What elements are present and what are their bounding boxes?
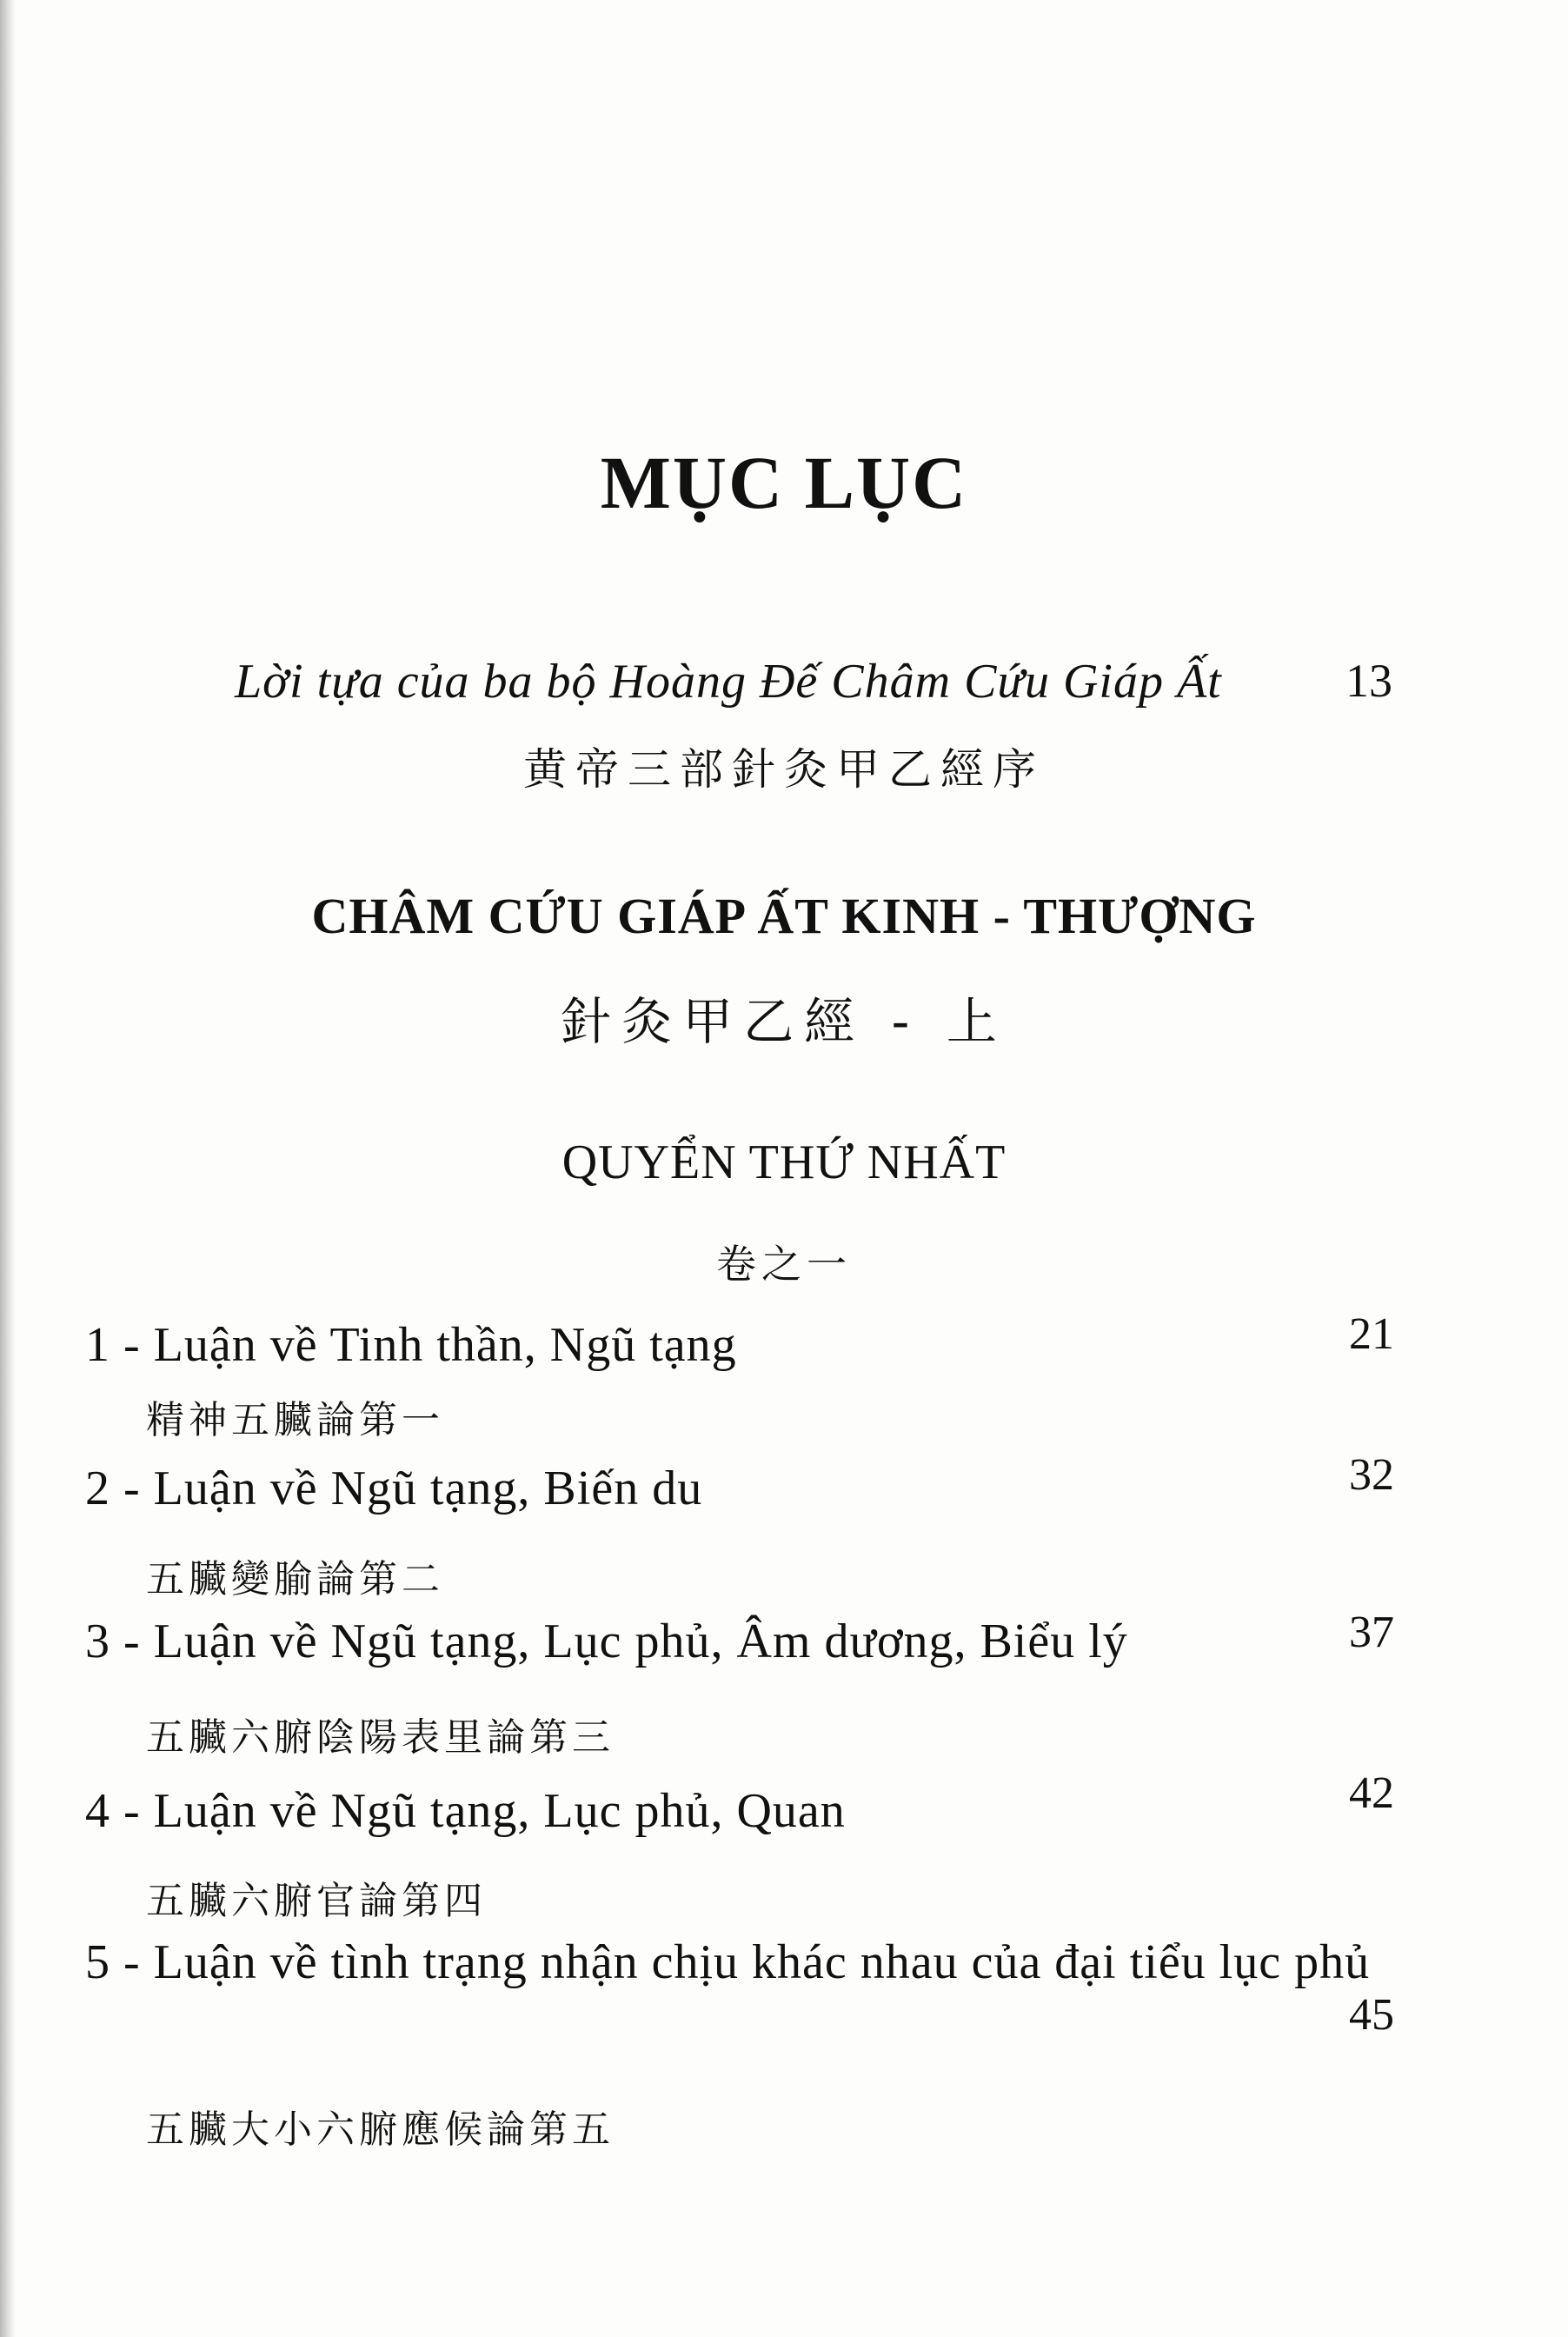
toc-entry-2-text: 2 - Luận về Ngũ tạng, Biến du (85, 1461, 703, 1515)
volume-title: QUYỂN THỨ NHẤT (561, 1135, 1007, 1189)
toc-entry-3-text: 3 - Luận về Ngũ tạng, Lục phủ, Âm dương, Biểu lý (85, 1615, 1128, 1668)
section-chinese-title: 針灸甲乙經 - 上 (561, 992, 1007, 1051)
volume-chinese-title: 卷之一 (716, 1241, 852, 1288)
toc-entry-3-chinese: 五臟六腑陰陽表里論第三 (146, 1715, 615, 1760)
preface-chinese-title: 黄帝三部針灸甲乙經序 (523, 744, 1045, 795)
toc-entry-4-chinese: 五臟六腑官論第四 (146, 1879, 487, 1923)
toc-entry-5-text: 5 - Luận về tình trạng nhận chịu khác nhau của đại tiểu lục phủ (85, 1935, 1371, 1989)
toc-entry-4-text: 4 - Luận về Ngũ tạng, Lục phủ, Quan (85, 1784, 846, 1838)
toc-entry-1-page: 21 (1349, 1309, 1394, 1359)
toc-entry-2-chinese: 五臟變腧論第二 (146, 1557, 444, 1601)
toc-entry-1-text: 1 - Luận về Tinh thần, Ngũ tạng (85, 1318, 737, 1372)
toc-entry-5-page: 45 (1349, 1990, 1394, 2040)
toc-entry-5-chinese: 五臟大小六腑應候論第五 (146, 2107, 615, 2152)
toc-entry-1-chinese: 精神五臟論第一 (146, 1398, 444, 1442)
section-title: CHÂM CỨU GIÁP ẤT KINH - THƯỢNG (311, 888, 1257, 944)
toc-entry-4-page: 42 (1349, 1768, 1394, 1818)
toc-entry-3-page: 37 (1349, 1608, 1394, 1657)
page-title: MỤC LỤC (600, 441, 968, 524)
preface-entry-text: Lời tựa của ba bộ Hoàng Đế Châm Cứu Giáp Ất (235, 655, 1222, 709)
preface-page-number: 13 (1345, 655, 1392, 707)
toc-entry-2-page: 32 (1349, 1450, 1394, 1500)
